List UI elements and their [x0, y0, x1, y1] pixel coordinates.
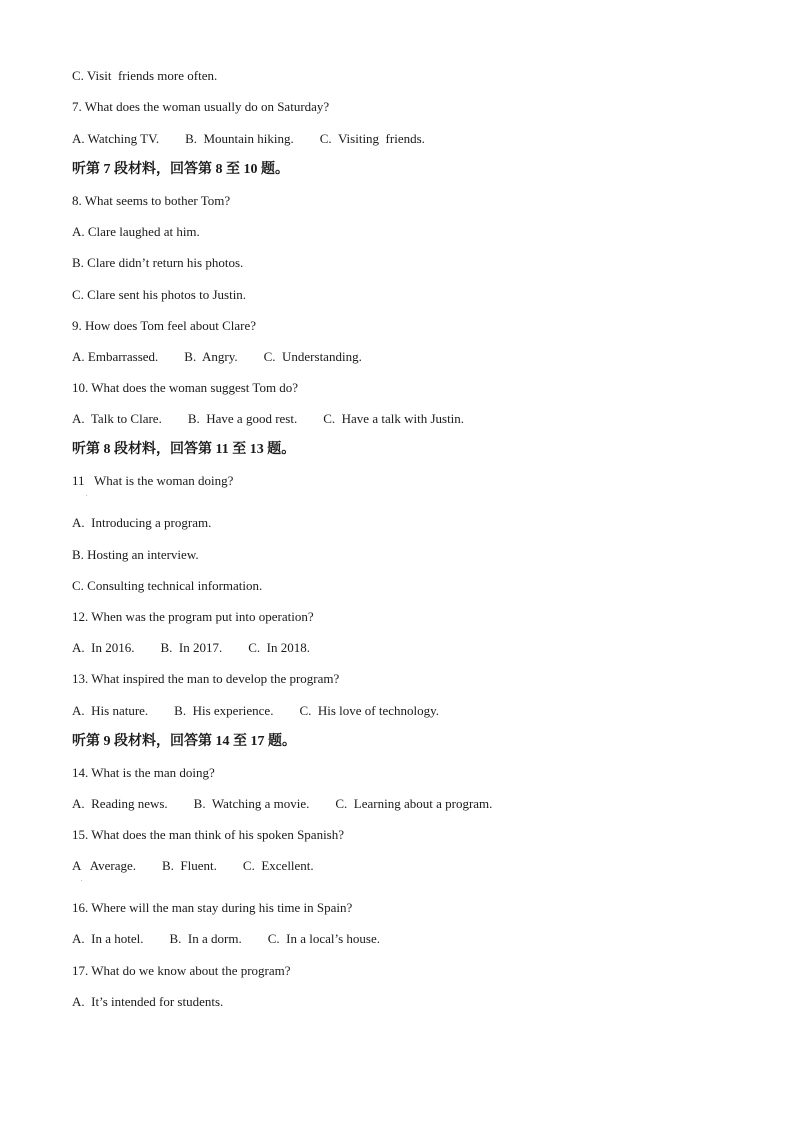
- stray-dot-mark: .: [86, 492, 88, 498]
- options-line: A. Embarrassed. B. Angry. C. Understanding.: [72, 349, 362, 364]
- option-line: A. It’s intended for students.: [72, 994, 224, 1009]
- options-line: A. Talk to Clare. B. Have a good rest. C. Have a talk with Justin.: [72, 411, 465, 426]
- section-heading: 听第 9 段材料，回答第 14 至 17 题。: [72, 734, 296, 749]
- options-line: A. In 2016. B. In 2017. C. In 2018.: [72, 640, 310, 655]
- question-line: 9. How does Tom feel about Clare?: [72, 318, 257, 333]
- option-line: B. Hosting an interview.: [72, 547, 199, 562]
- options-line: A. His nature. B. His experience. C. His love of technology.: [72, 703, 440, 718]
- option-line: A. Introducing a program.: [72, 515, 212, 530]
- options-line: A. Watching TV. B. Mountain hiking. C. Visiting friends.: [72, 131, 425, 146]
- option-line: C. Consulting technical information.: [72, 578, 263, 593]
- option-line: C. Visit friends more often.: [72, 68, 218, 83]
- option-line: B. Clare didn’t return his photos.: [72, 255, 244, 270]
- options-line: A Average. B. Fluent. C. Excellent.: [72, 858, 314, 873]
- question-line: 7. What does the woman usually do on Saturday?: [72, 99, 330, 114]
- question-line: 12. When was the program put into operation?: [72, 609, 314, 624]
- section-heading: 听第 7 段材料，回答第 8 至 10 题。: [72, 162, 289, 177]
- question-line: 8. What seems to bother Tom?: [72, 193, 231, 208]
- option-line: C. Clare sent his photos to Justin.: [72, 287, 247, 302]
- question-line: 16. Where will the man stay during his time in Spain?: [72, 900, 353, 915]
- question-line: 13. What inspired the man to develop the program?: [72, 671, 340, 686]
- question-line: 17. What do we know about the program?: [72, 963, 291, 978]
- options-line: A. In a hotel. B. In a dorm. C. In a local’s house.: [72, 931, 380, 946]
- question-line: 15. What does the man think of his spoken Spanish?: [72, 827, 345, 842]
- question-line: 14. What is the man doing?: [72, 765, 215, 780]
- question-line: 10. What does the woman suggest Tom do?: [72, 380, 299, 395]
- question-line: 11 What is the woman doing?: [72, 473, 234, 488]
- options-line: A. Reading news. B. Watching a movie. C. Learning about a program.: [72, 796, 493, 811]
- option-line: A. Clare laughed at him.: [72, 224, 200, 239]
- stray-dot-mark: .: [81, 877, 83, 883]
- section-heading: 听第 8 段材料，回答第 11 至 13 题。: [72, 442, 296, 457]
